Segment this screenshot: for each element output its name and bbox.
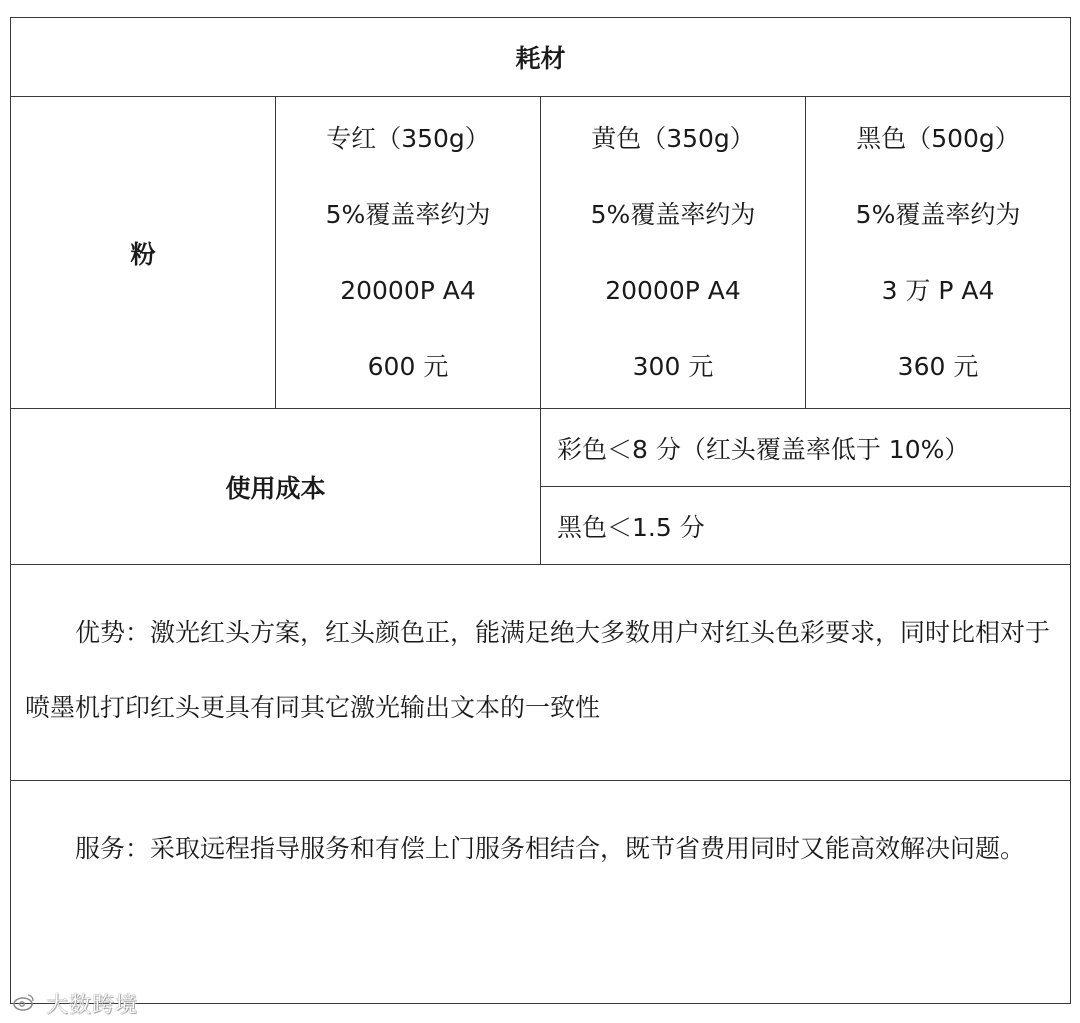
toner-yield: 3 万 P A4 — [881, 275, 995, 305]
toner-coverage: 5%覆盖率约为 — [855, 199, 1021, 229]
toner-column-black — [806, 97, 1071, 409]
toner-price: 600 元 — [367, 351, 449, 381]
advantage-cell — [11, 565, 1071, 781]
consumables-table — [10, 17, 1071, 1004]
toner-column-yellow — [541, 97, 806, 409]
watermark-text: 大数跨境 — [46, 993, 139, 1018]
toner-label: 粉 — [11, 97, 276, 409]
toner-coverage: 5%覆盖率约为 — [325, 199, 491, 229]
toner-name: 专红（350g） — [326, 123, 490, 153]
toner-yield: 20000P A4 — [340, 275, 476, 305]
usage-cost-label: 使用成本 — [11, 409, 541, 565]
toner-price: 300 元 — [632, 351, 714, 381]
advantage-text: 优势：激光红头方案，红头颜色正，能满足绝大多数用户对红头色彩要求，同时比相对于喷墨机打印红头更具有同其它激光输出文本的一致性 — [25, 618, 1051, 722]
toner-yield: 20000P A4 — [605, 275, 741, 305]
toner-price: 360 元 — [897, 351, 979, 381]
toner-coverage: 5%覆盖率约为 — [590, 199, 756, 229]
toner-name: 黑色（500g） — [856, 123, 1020, 153]
service-cell — [11, 781, 1071, 1004]
service-text: 服务：采取远程指导服务和有偿上门服务相结合，既节省费用同时又能高效解决问题。 — [75, 834, 1026, 863]
table-title: 耗材 — [11, 18, 1071, 97]
usage-cost-black: 黑色＜1.5 分 — [541, 487, 1071, 565]
usage-cost-color: 彩色＜8 分（红头覆盖率低于 10%） — [541, 409, 1071, 487]
toner-name: 黄色（350g） — [591, 123, 755, 153]
weibo-icon — [10, 992, 38, 1018]
watermark — [10, 988, 138, 1019]
toner-column-red — [276, 97, 541, 409]
